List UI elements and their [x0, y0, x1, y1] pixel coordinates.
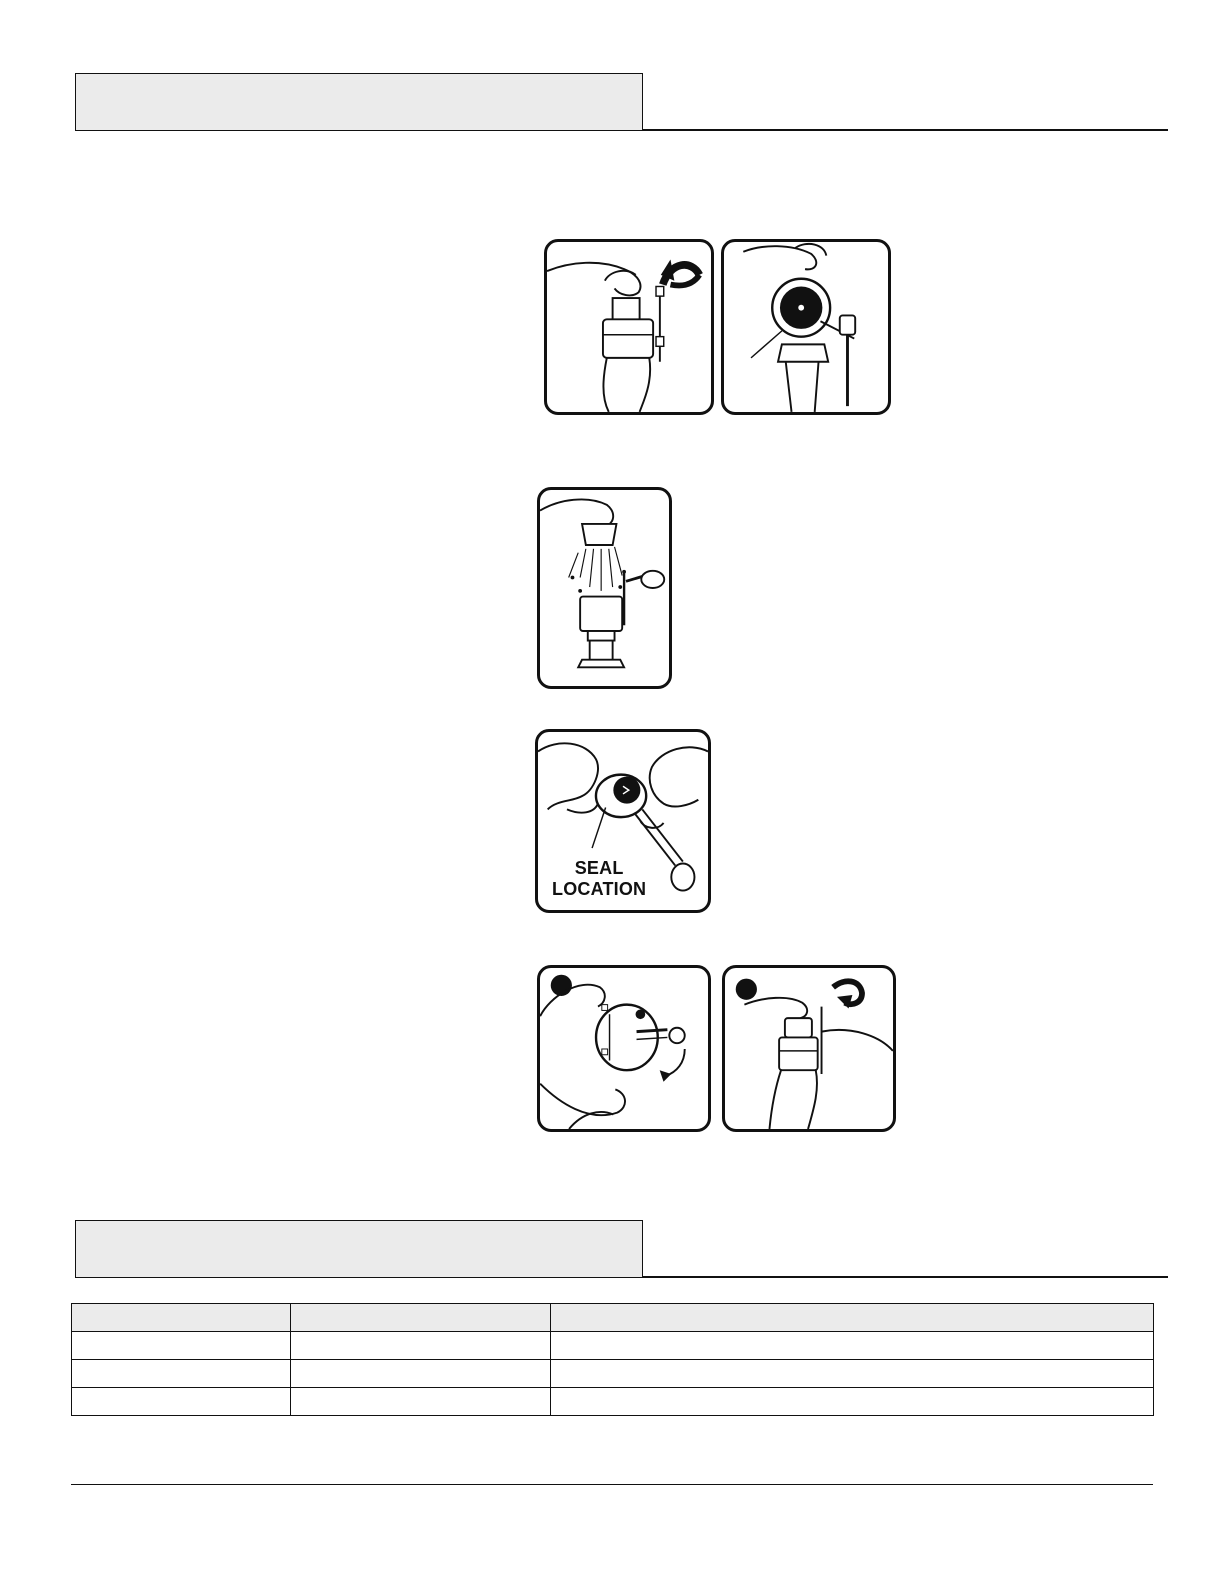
section-title-box-top — [75, 73, 643, 131]
table-cell — [72, 1332, 291, 1360]
step-illustration-reassemble-cap — [537, 965, 711, 1132]
table-header-cell — [551, 1304, 1154, 1332]
table-cell — [291, 1332, 551, 1360]
section-header-top — [75, 73, 1168, 133]
section-rule-bottom — [643, 1276, 1168, 1278]
step-illustration-flush-valve — [537, 487, 672, 689]
hand-twisting-cap-icon — [547, 242, 711, 412]
cap-underside-seal-icon — [724, 242, 888, 412]
step-marker-icon — [736, 979, 757, 1000]
step-illustration-tighten-cap — [722, 965, 896, 1132]
step-illustration-inspect-seal — [721, 239, 891, 415]
table-cell — [291, 1388, 551, 1416]
seal-location-label-line1: SEAL — [574, 858, 624, 878]
table-row — [72, 1332, 1154, 1360]
table-header-row — [72, 1304, 1154, 1332]
seal-location-label — [552, 858, 646, 900]
table-header-cell — [72, 1304, 291, 1332]
spec-table — [71, 1303, 1154, 1416]
table-row — [72, 1388, 1154, 1416]
table-header-cell — [291, 1304, 551, 1332]
table-cell — [551, 1360, 1154, 1388]
table-cell — [72, 1388, 291, 1416]
section-title-box-bottom — [75, 1220, 643, 1278]
table-row — [72, 1360, 1154, 1388]
seal-location-label-line2: LOCATION — [552, 879, 647, 899]
table-cell — [551, 1388, 1154, 1416]
step-illustration-seal-location — [535, 729, 711, 913]
step-illustration-remove-cap — [544, 239, 714, 415]
table-cell — [72, 1360, 291, 1388]
hand-tightening-cap-icon — [725, 968, 893, 1129]
cap-with-brand-marking-icon — [540, 968, 708, 1129]
footer-rule — [71, 1484, 1153, 1485]
hand-flushing-valve-icon — [540, 490, 669, 686]
table-cell — [291, 1360, 551, 1388]
table-cell — [551, 1332, 1154, 1360]
section-header-bottom — [75, 1220, 1168, 1280]
section-rule-top — [643, 129, 1168, 131]
